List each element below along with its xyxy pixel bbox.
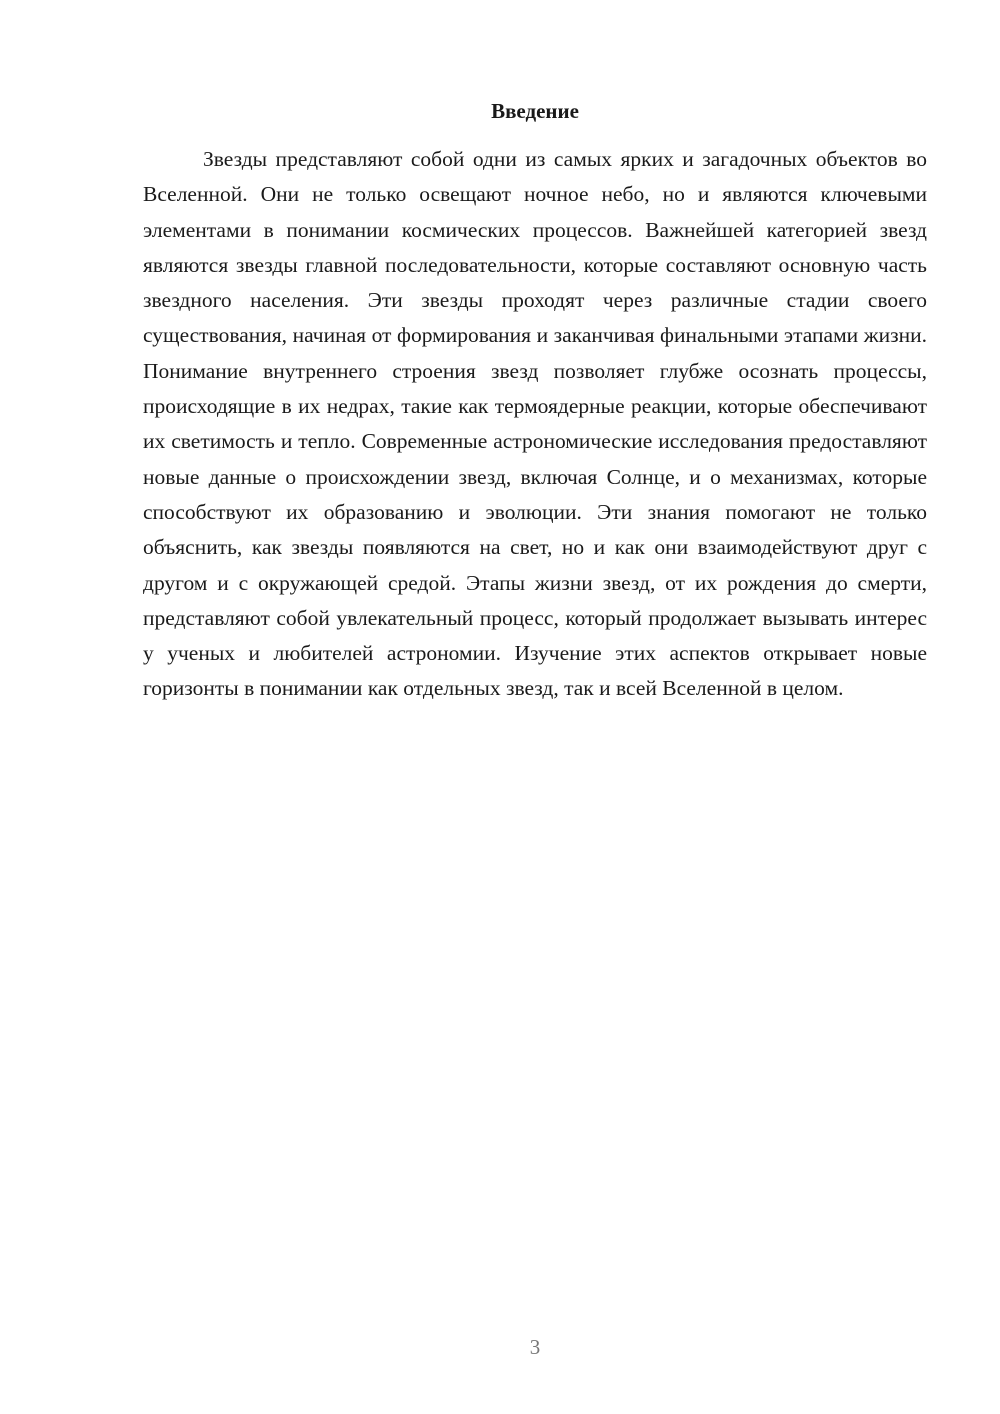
section-heading: Введение <box>491 99 579 123</box>
body-paragraph: Звезды представляют собой одни из самых ярких и загадочных объектов во Вселенной. Они не только освещают ночное небо, но и являются ключевыми элементами в понимании космических процессов. Важнейшей категорией звезд являются звезды главной последовательности, которые составляют основную часть звездного населения. Эти звезды проходят через различные стадии своего существования, начиная от формирования и заканчивая финальными этапами жизни. Понимание внутреннего строения звезд позволяет глубже осознать процессы, происходящие в их недрах, такие как термоядерные реакции, которые обеспечивают их светимость и тепло. Современные астрономические исследования предоставляют новые данные о происхождении звезд, включая Солнце, и о механизмах, которые способствуют их образованию и эволюции. Эти знания помогают не только объяснить, как звезды появляются на свет, но и как они взаимодействуют друг с другом и с окружающей средой. Этапы жизни звезд, от их рождения до смерти, представляют собой увлекательный процесс, который продолжает вызывать интерес у ученых и любителей астрономии. Изучение этих аспектов открывает новые горизонты в понимании как отдельных звезд, так и всей Вселенной в целом. <box>143 147 927 701</box>
page-number: 3 <box>529 1335 541 1359</box>
